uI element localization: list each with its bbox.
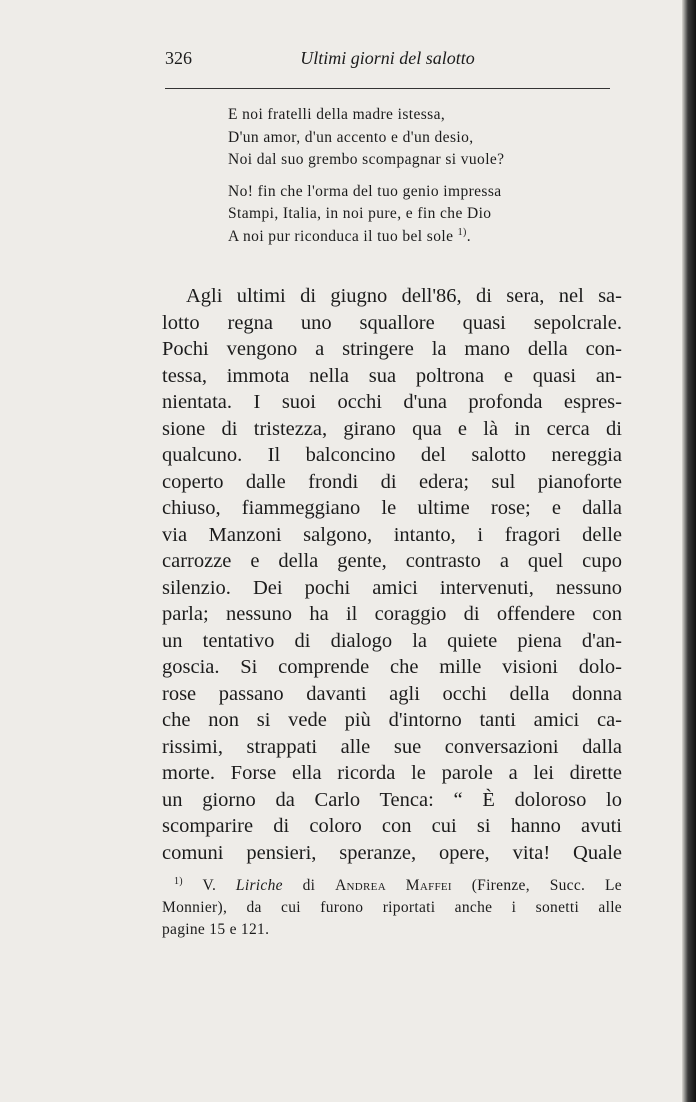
text-line: sione di tristezza, girano qua e là in cerca di — [162, 417, 622, 440]
footnote-line — [162, 875, 622, 897]
header-rule — [165, 88, 610, 89]
text-line: silenzio. Dei pochi amici intervenuti, nessuno — [162, 576, 622, 599]
poem-verse: Stampi, Italia, in noi pure, e fin che Dio — [228, 205, 492, 222]
footnote-publisher: (Firenze, Succ. Le — [471, 877, 622, 894]
text-line: coperto dalle frondi di edera; sul pianoforte — [162, 470, 622, 493]
text-line: Pochi vengono a stringere la mano della con- — [162, 338, 622, 360]
poem-verse: No! fin che l'orma del tuo genio impressa — [228, 182, 502, 200]
text-line: via Manzoni salgono, intanto, i fragori delle — [162, 523, 622, 546]
running-title: Ultimi giorni del salotto — [300, 48, 475, 68]
poem-verse: D'un amor, d'un accento e d'un desio, — [228, 128, 474, 146]
text-line: tessa, immota nella sua poltrona e quasi an- — [162, 364, 622, 387]
footnote-line: Monnier), da cui furono riportati anche i sonetti alle — [162, 899, 622, 916]
text-line: qualcuno. Il balconcino del salotto nereggia — [162, 444, 622, 466]
poem-quotation — [228, 104, 608, 248]
poem-verse: Noi dal suo grembo scompagnar si vuole? — [228, 151, 505, 168]
footnote-line: pagine 15 e 121. — [162, 921, 270, 938]
text-line: carrozze e della gente, contrasto a quel cupo — [162, 550, 622, 572]
page-edge-shadow — [682, 0, 696, 1102]
footnote-author: Andrea Maffei — [335, 877, 452, 894]
poem-stanza-2 — [228, 181, 608, 249]
footnote — [162, 875, 622, 941]
text-line: lotto regna uno squallore quasi sepolcrale. — [162, 311, 622, 334]
poem-verse-text: A noi pur riconduca il tuo bel sole — [228, 227, 454, 245]
footnote-work-title: Liriche — [235, 877, 283, 894]
footnote-di: di — [302, 877, 316, 894]
text-line: comuni pensieri, speranze, opere, vita! Quale — [162, 841, 622, 864]
running-header — [165, 48, 610, 74]
text-line: chiuso, fiammeggiano le ultime rose; e dalla — [162, 497, 622, 519]
footnote-marker: 1) — [174, 875, 183, 887]
text-line: nientata. I suoi occhi d'una profonda espres- — [162, 391, 622, 413]
text-line: goscia. Si comprende che mille visioni dolo- — [162, 656, 622, 678]
body-paragraph — [162, 283, 622, 866]
text-line: che non si vede più d'intorno tanti amici ca- — [162, 709, 622, 731]
poem-verse: A noi pur riconduca il tuo bel sole $^{1)}$. — [228, 226, 472, 245]
footnote-reference: 1) — [457, 226, 467, 238]
text-line: rissimi, strappati alle sue conversazioni dalla — [162, 735, 622, 758]
text-line: morte. Forse ella ricorda le parole a lei dirette — [162, 762, 622, 784]
text-line: un tentativo di dialogo la quiete piena d'an- — [162, 629, 622, 652]
footnote-prefix: V. — [202, 877, 217, 894]
poem-verse: E noi fratelli della madre istessa, — [228, 106, 446, 123]
page-number: 326 — [165, 48, 192, 68]
text-line: un giorno da Carlo Tenca: “ È doloroso lo — [162, 788, 622, 811]
text-line: scomparire di coloro con cui si hanno avuti — [162, 815, 622, 837]
text-line: rose passano davanti agli occhi della donna — [162, 682, 622, 705]
text-line: parla; nessuno ha il coraggio di offendere con — [162, 603, 622, 625]
poem-stanza-1 — [228, 104, 608, 172]
text-line: Agli ultimi di giugno dell'86, di sera, nel sa- — [186, 285, 622, 307]
